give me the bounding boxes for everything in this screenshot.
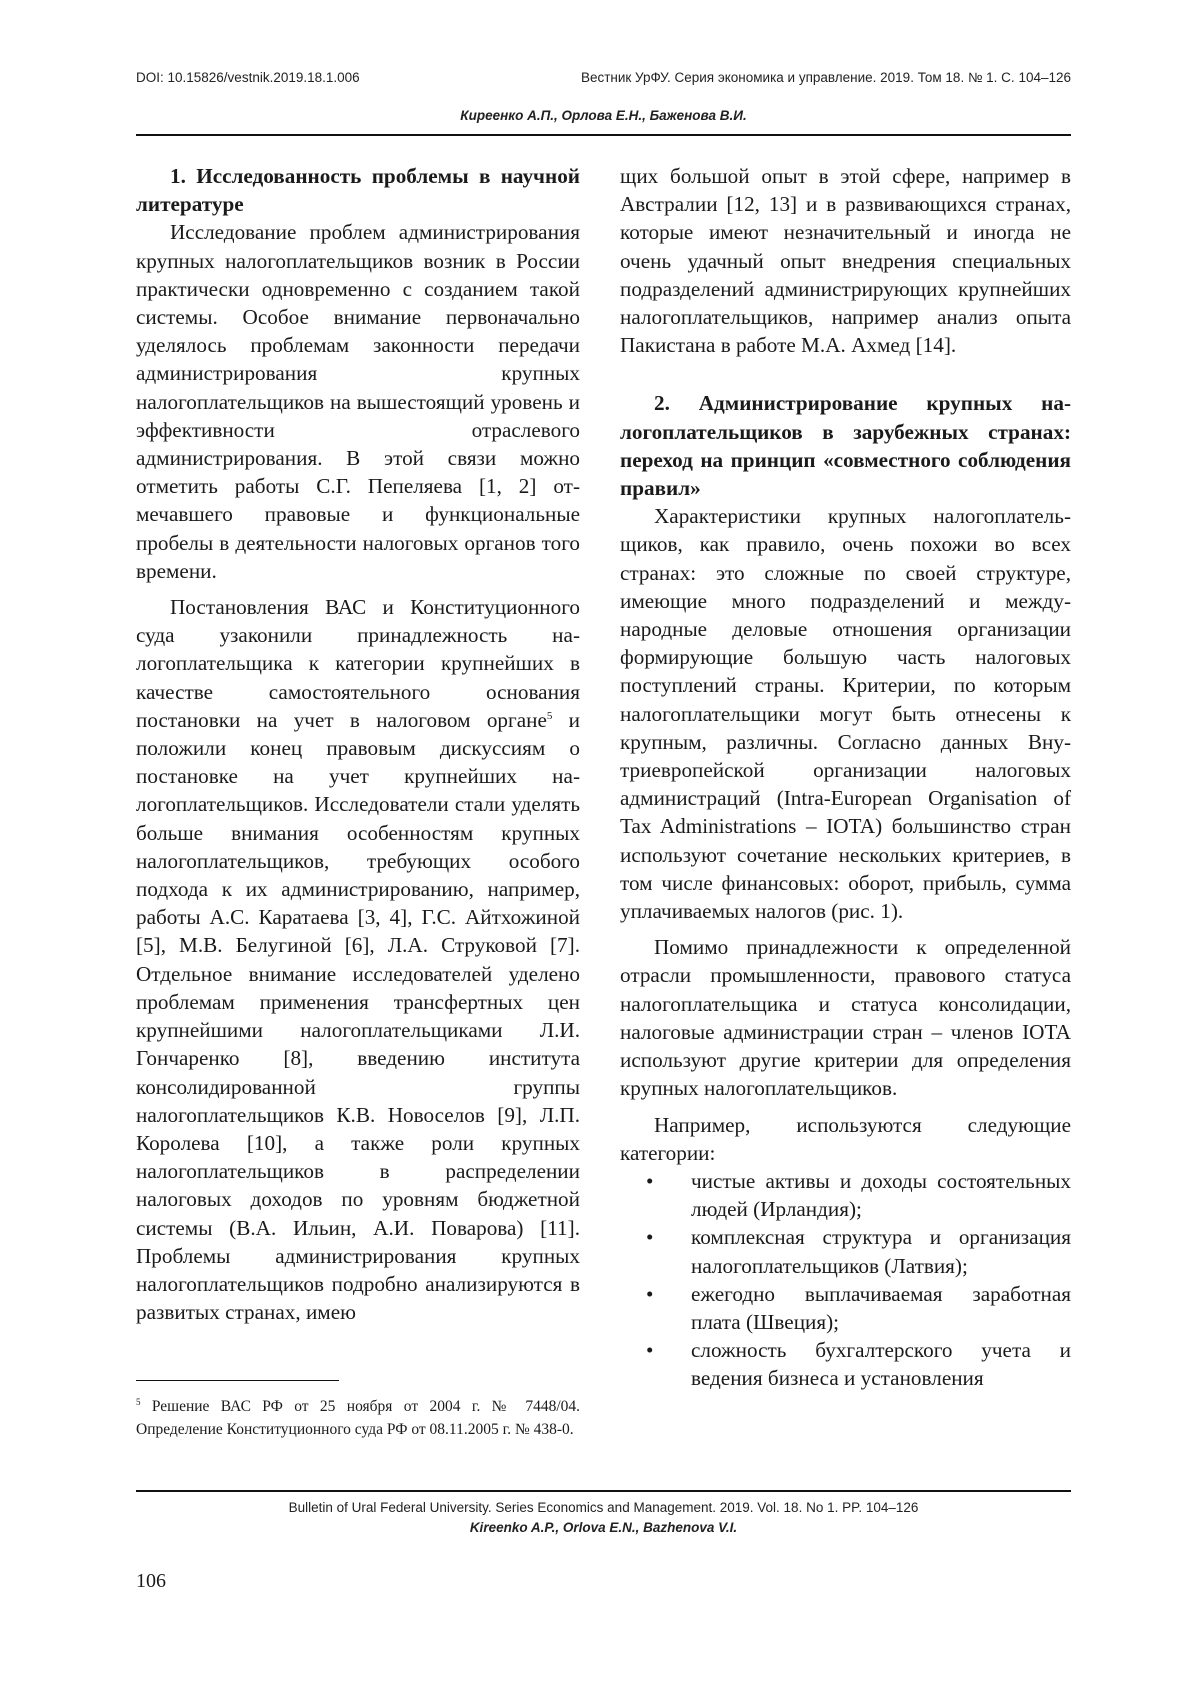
bullet-icon: • [646,1338,654,1363]
section-heading-1: 1. Исследованность проблемы в научной литературе [136,164,580,217]
right-column [620,162,1071,1393]
footnote [136,1395,580,1441]
paragraph-gap [136,585,580,593]
left-column [136,162,580,1326]
footer-rule [136,1490,1071,1492]
list-item [620,1167,1071,1223]
list-item [620,1223,1071,1279]
paragraph: Характеристики крупных налогоплательщиков, как правило, очень похожи во всех странах: это сложные по своей структуре, имеющие много подразделений и международные деловые отношения организации формирующие большую часть налоговых поступлений страны. Критерии, по которым налогоплательщики могут быть отнесены к крупным, различны. Согласно данных Внутриевропейской организации налоговых администраций (Intra-European Organisation of Tax Administrations – IOTA) большинство стран используют сочетание нескольких критериев, в том числе финансовых: оборот, прибыль, сумма уплачиваемых налогов (рис. 1). [620,504,1071,924]
list-item-text: комплексная структура и организация налогоплательщиков (Латвия); [691,1225,1071,1278]
paragraph: Например, используются следующие категории: [620,1112,1071,1165]
bullet-icon: • [646,1281,654,1306]
footnote-text: Решение ВАС РФ от 25 ноября от 2004 г. № 7448/04. Определение Конституционного суда РФ от 08.11.2005 г. № 438-0. [136,1398,580,1438]
page-number: 106 [136,1570,166,1592]
section-gap [620,359,1071,389]
bullet-list [620,1167,1071,1393]
list-item-text: сложность бухгалтерского учета и ведения бизнеса и установления [691,1338,1071,1391]
header-rule [136,134,1071,136]
footnote-rule [136,1380,339,1381]
header-authors: Киреенко А.П., Орлова Е.Н., Баженова В.И. [460,108,747,123]
bullet-icon: • [646,1168,654,1193]
section-heading-2: 2. Администрирование крупных налогоплательщиков в зарубежных странах: переход на принцип «совместного соблюдения правил» [620,391,1071,501]
list-item-text: ежегодно выплачиваемая заработная плата (Швеция); [691,1281,1071,1334]
paragraph-text: Постановления ВАС и Конституционного суда узаконили принадлежность налогоплательщика к категории крупнейших в качестве самостоятельного основания постановки на учет в налоговом органе [136,595,580,732]
paragraph [136,593,580,1326]
footnote-ref[interactable]: 5 [546,709,553,722]
list-item [620,1280,1071,1336]
list-item-text: чистые активы и доходы состоятельных людей (Ирландия); [691,1168,1071,1222]
bullet-icon: • [646,1225,654,1250]
list-item [620,1336,1071,1392]
paragraph: Помимо принадлежности к определенной отрасли промышленности, правового статуса налогоплательщика и статуса консолидации, налоговые администрации стран – членов IOTA используют другие критерии для определения крупных налогоплательщиков. [620,935,1071,1101]
footnote-marker: 5 [136,1397,141,1407]
doi-text: DOI: 10.15826/vestnik.2019.18.1.006 [136,70,360,85]
footer-authors: Kireenko A.P., Orlova E.N., Bazhenova V.I. [469,1520,738,1535]
paragraph-gap [620,925,1071,933]
paragraph: щих большой опыт в этой сфере, например в Австралии [12, 13] и в развивающихся странах, которые имеют незначительный и иногда не очень удачный опыт внедрения специальных подразделений администрирующих крупнейших налогоплательщиков, например анализ опыта Пакистана в работе М.А. Ахмед [14]. [620,164,1071,358]
paragraph: Исследование проблем администрирования крупных налогоплательщиков возник в России практически одновременно с созданием такой системы. Особое внимание первоначально уделялось проблемам законности передачи администрирования крупных налогоплательщиков на вышестоящий уровень и эффективности отраслевого администрирования. В этой связи можно отметить работы С.Г. Пепеляева [1, 2] отмечавшего правовые и функциональные пробелы в деятельности налоговых органов того времени. [136,220,580,583]
paragraph-gap [620,1103,1071,1111]
journal-citation: Вестник УрФУ. Серия экономика и управление. 2019. Том 18. № 1. С. 104–126 [580,70,1071,85]
running-header [136,70,1071,85]
footer-journal: Bulletin of Ural Federal University. Series Economics and Management. 2019. Vol. 18. No 1. PP. 104–126 [288,1500,919,1515]
paragraph-text: и положили конец правовым дискуссиям о постановке на учет крупнейших налогоплательщиков. Исследователи стали уделять больше внимания особенностям крупных налогоплательщиков, требующих особого подхода к их администрированию, например, работы А.С. Каратаева [3, 4], Г.С. Айтхожиной [5], М.В. Белугиной [6], Л.А. Струковой [7]. Отдельное внимание исследователей уделено проблемам применения трансфертных цен крупнейшими налогоплательщиками Л.И. Гончаренко [8], введению института консолидированной группы налогоплательщиков К.В. Новоселов [9], Л.П. Королева [10], а также роли крупных налогоплательщиков в распределении налоговых доходов по уровням бюджетной системы (В.А. Ильин, А.И. Поварова) [11]. Проблемы администрирования крупных налогоплательщиков подробно анализируются в развитых странах, имею [136,707,580,1325]
